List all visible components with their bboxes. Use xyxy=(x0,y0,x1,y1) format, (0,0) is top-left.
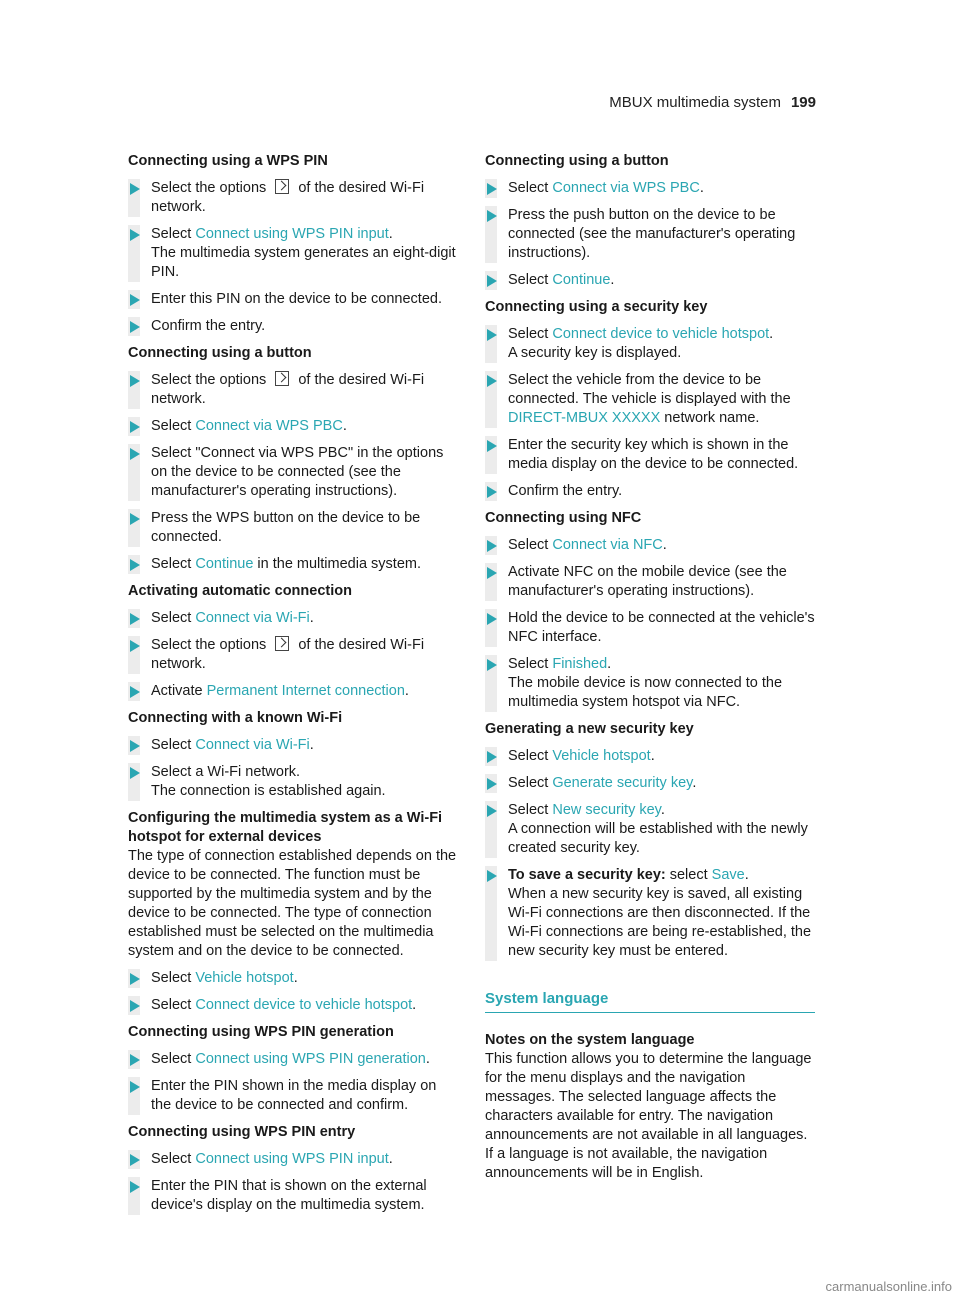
step-arrow-icon xyxy=(487,613,497,625)
menu-item-generate-security-key[interactable]: Generate security key xyxy=(552,775,693,791)
instruction-step xyxy=(128,1050,458,1069)
section-heading: Connecting using NFC xyxy=(485,510,642,526)
menu-item-new-security-key[interactable]: New security key xyxy=(552,802,661,818)
menu-item-connect-via-nfc[interactable]: Connect via NFC xyxy=(552,537,663,553)
step-text: Enter the PIN shown in the media display on the device to be connected and confirm. xyxy=(151,1078,437,1113)
step-text: Select Connect via NFC. xyxy=(508,537,667,553)
instruction-step xyxy=(128,509,458,547)
instruction-step xyxy=(485,563,815,601)
step-arrow-icon xyxy=(130,1054,140,1066)
instruction-step xyxy=(485,774,815,793)
instruction-step xyxy=(128,736,458,755)
step-arrow-icon xyxy=(487,659,497,671)
step-text: Select Generate security key. xyxy=(508,775,697,791)
result-text: A connection will be established with the newly created security key. xyxy=(508,821,808,856)
page-number: 199 xyxy=(790,94,816,111)
menu-item-connect-device-to-vehicle-hotspot[interactable]: Connect device to vehicle hotspot xyxy=(552,326,770,342)
instruction-step xyxy=(485,866,815,961)
instruction-step xyxy=(128,636,458,674)
step-text: Select the options of the desired Wi-Fi network. xyxy=(151,637,425,672)
instruction-step xyxy=(128,444,458,501)
instruction-step xyxy=(128,996,458,1015)
step-arrow-icon xyxy=(130,229,140,241)
step-text: Press the push button on the device to be connected (see the manufacturer's operating instructions). xyxy=(508,207,796,261)
section-heading: Connecting with a known Wi-Fi xyxy=(128,710,343,726)
step-text: Select a Wi-Fi network. The connection is established again. xyxy=(151,764,386,799)
step-arrow-icon xyxy=(130,421,140,433)
instruction-step xyxy=(485,655,815,712)
result-text: A security key is displayed. xyxy=(508,345,682,361)
step-text: Select the options of the desired Wi-Fi network. xyxy=(151,180,425,215)
menu-item-connect-via-wi-fi[interactable]: Connect via Wi-Fi xyxy=(195,610,310,626)
step-text: Select the vehicle from the device to be connected. The vehicle is displayed with the DIRECT-MBUX XXXXX network name. xyxy=(508,372,791,426)
instruction-step xyxy=(485,206,815,263)
step-text: Enter this PIN on the device to be connected. xyxy=(151,291,442,307)
instruction-step xyxy=(128,225,458,282)
instruction-step xyxy=(485,179,815,198)
instruction-step xyxy=(128,179,458,217)
step-arrow-icon xyxy=(130,183,140,195)
step-arrow-icon xyxy=(130,513,140,525)
step-text: Select Continue in the multimedia system. xyxy=(151,556,422,572)
section-title: System language xyxy=(485,989,815,1013)
section-heading: Connecting using a button xyxy=(128,345,312,361)
paragraph: This function allows you to determine the language for the menu displays and the navigation messages. The selected language affects the characters available for entry. The navigation announcements are not available in all languages. If a language is not available, the navigation announcements will be in English. xyxy=(485,1051,812,1181)
step-text: Enter the security key which is shown in the media display on the device to be connected. xyxy=(508,437,799,472)
options-icon[interactable] xyxy=(275,371,289,386)
instruction-step xyxy=(485,482,815,501)
step-text: Hold the device to be connected at the vehicle's NFC interface. xyxy=(508,610,815,645)
section-heading: Connecting using a security key xyxy=(485,299,708,315)
step-text: Select Connect device to vehicle hotspot. xyxy=(151,997,417,1013)
instruction-step xyxy=(128,682,458,701)
step-arrow-icon xyxy=(130,613,140,625)
section-heading: Connecting using a WPS PIN xyxy=(128,153,328,169)
section-heading: Connecting using WPS PIN generation xyxy=(128,1024,394,1040)
menu-item-connect-using-wps-pin-input[interactable]: Connect using WPS PIN input xyxy=(195,226,389,242)
step-arrow-icon xyxy=(130,294,140,306)
step-arrow-icon xyxy=(487,183,497,195)
step-arrow-icon xyxy=(487,486,497,498)
section-heading: Connecting using WPS PIN entry xyxy=(128,1124,356,1140)
section-heading: Connecting using a button xyxy=(485,153,669,169)
step-text: To save a security key: select Save. When a new security key is saved, all existing Wi-Fi connections are then disconnected. If the Wi-Fi connections are being re-established, the new security key must be entered. xyxy=(508,867,812,959)
step-arrow-icon xyxy=(130,448,140,460)
section-heading: Notes on the system language xyxy=(485,1032,695,1048)
step-text: Select Connect using WPS PIN input. xyxy=(151,1151,393,1167)
step-arrow-icon xyxy=(487,567,497,579)
step-arrow-icon xyxy=(130,321,140,333)
instruction-step xyxy=(128,371,458,409)
step-arrow-icon xyxy=(130,686,140,698)
menu-item-connect-using-wps-pin-generation[interactable]: Connect using WPS PIN generation xyxy=(195,1051,426,1067)
menu-item-connect-device-to-vehicle-hotspot[interactable]: Connect device to vehicle hotspot xyxy=(195,997,413,1013)
instruction-step xyxy=(485,747,815,766)
step-text: Activate NFC on the mobile device (see the manufacturer's operating instructions). xyxy=(508,564,787,599)
step-arrow-icon xyxy=(130,375,140,387)
instruction-step xyxy=(128,1077,458,1115)
step-text: Confirm the entry. xyxy=(508,483,623,499)
step-arrow-icon xyxy=(130,767,140,779)
left-column xyxy=(128,152,458,1223)
step-text: Select Continue. xyxy=(508,272,615,288)
step-text: Confirm the entry. xyxy=(151,318,266,334)
step-arrow-icon xyxy=(487,329,497,341)
step-arrow-icon xyxy=(487,751,497,763)
options-icon[interactable] xyxy=(275,636,289,651)
menu-item-connect-via-wps-pbc[interactable]: Connect via WPS PBC xyxy=(195,418,343,434)
step-text: Enter the PIN that is shown on the external device's display on the multimedia system. xyxy=(151,1178,427,1213)
step-arrow-icon xyxy=(487,440,497,452)
step-text: Select "Connect via WPS PBC" in the options on the device to be connected (see the manufacturer's operating instructions). xyxy=(151,445,444,499)
instruction-step xyxy=(485,536,815,555)
instruction-step xyxy=(485,325,815,363)
step-text: Select Connect via Wi-Fi. xyxy=(151,737,314,753)
right-column xyxy=(485,152,815,1191)
instruction-step xyxy=(485,371,815,428)
options-icon[interactable] xyxy=(275,179,289,194)
instruction-step xyxy=(128,763,458,801)
step-text: Select Finished. The mobile device is now connected to the multimedia system hotspot via NFC. xyxy=(508,656,783,710)
step-arrow-icon xyxy=(130,740,140,752)
menu-item-save[interactable]: Save xyxy=(711,867,745,883)
menu-item-permanent-internet-connection[interactable]: Permanent Internet connection xyxy=(206,683,405,699)
result-text: The mobile device is now connected to the multimedia system hotspot via NFC. xyxy=(508,675,783,710)
instruction-step xyxy=(485,436,815,474)
menu-item-vehicle-hotspot[interactable]: Vehicle hotspot xyxy=(195,970,294,986)
instruction-step xyxy=(128,1150,458,1169)
step-text: Select Vehicle hotspot. xyxy=(151,970,298,986)
result-text: When a new security key is saved, all existing Wi-Fi connections are then disconnected. If the Wi-Fi connections are being re-established, the new security key must be entered. xyxy=(508,886,812,959)
menu-item-connect-via-wi-fi[interactable]: Connect via Wi-Fi xyxy=(195,737,310,753)
menu-item-vehicle-hotspot[interactable]: Vehicle hotspot xyxy=(552,748,651,764)
bold-label: To save a security key: xyxy=(508,867,666,883)
step-arrow-icon xyxy=(487,870,497,882)
step-arrow-icon xyxy=(130,1154,140,1166)
step-arrow-icon xyxy=(487,540,497,552)
instruction-step xyxy=(485,271,815,290)
step-arrow-icon xyxy=(130,559,140,571)
step-text: Select Connect using WPS PIN input. The multimedia system generates an eight-digit PIN. xyxy=(151,226,456,280)
menu-item-finished[interactable]: Finished xyxy=(552,656,608,672)
step-text: Select New security key. A connection will be established with the newly created security key. xyxy=(508,802,808,856)
step-arrow-icon xyxy=(487,210,497,222)
step-text: Select Connect via WPS PBC. xyxy=(151,418,347,434)
instruction-step xyxy=(485,801,815,858)
watermark: carmanualsonline.info xyxy=(825,1279,952,1294)
step-arrow-icon xyxy=(487,805,497,817)
step-arrow-icon xyxy=(487,375,497,387)
paragraph: The type of connection established depends on the device to be connected. The function must be supported by the multimedia system and by the device to be connected. The type of connection established must be selected on the multimedia system and on the device to be connected. xyxy=(128,848,457,959)
instruction-step xyxy=(128,1177,458,1215)
header-section: MBUX multimedia system xyxy=(609,94,781,111)
step-text: Select Connect via WPS PBC. xyxy=(508,180,704,196)
section-heading: Generating a new security key xyxy=(485,721,694,737)
menu-item-continue[interactable]: Continue xyxy=(195,556,254,572)
step-arrow-icon xyxy=(130,1000,140,1012)
step-text: Select Vehicle hotspot. xyxy=(508,748,655,764)
result-text: The connection is established again. xyxy=(151,783,386,799)
instruction-step xyxy=(128,555,458,574)
step-arrow-icon xyxy=(130,1081,140,1093)
step-arrow-icon xyxy=(130,973,140,985)
step-arrow-icon xyxy=(130,640,140,652)
menu-item-direct-mbux-xxxxx[interactable]: DIRECT-MBUX XXXXX xyxy=(508,410,661,426)
menu-item-connect-using-wps-pin-input[interactable]: Connect using WPS PIN input xyxy=(195,1151,389,1167)
menu-item-continue[interactable]: Continue xyxy=(552,272,611,288)
result-text: The multimedia system generates an eight-digit PIN. xyxy=(151,245,456,280)
instruction-step xyxy=(128,969,458,988)
step-text: Select Connect via Wi-Fi. xyxy=(151,610,314,626)
instruction-step xyxy=(485,609,815,647)
instruction-step xyxy=(128,290,458,309)
step-text: Select Connect using WPS PIN generation. xyxy=(151,1051,430,1067)
instruction-step xyxy=(128,317,458,336)
step-arrow-icon xyxy=(487,275,497,287)
step-text: Activate Permanent Internet connection. xyxy=(151,683,409,699)
step-arrow-icon xyxy=(487,778,497,790)
step-text: Press the WPS button on the device to be connected. xyxy=(151,510,421,545)
step-text: Select Connect device to vehicle hotspot. A security key is displayed. xyxy=(508,326,774,361)
menu-item-connect-via-wps-pbc[interactable]: Connect via WPS PBC xyxy=(552,180,700,196)
page-header xyxy=(609,94,816,111)
instruction-step xyxy=(128,609,458,628)
section-heading: Activating automatic connection xyxy=(128,583,352,599)
instruction-step xyxy=(128,417,458,436)
section-heading: Configuring the multimedia system as a Wi-Fi hotspot for external devices xyxy=(128,810,443,845)
step-text: Select the options of the desired Wi-Fi network. xyxy=(151,372,425,407)
step-arrow-icon xyxy=(130,1181,140,1193)
